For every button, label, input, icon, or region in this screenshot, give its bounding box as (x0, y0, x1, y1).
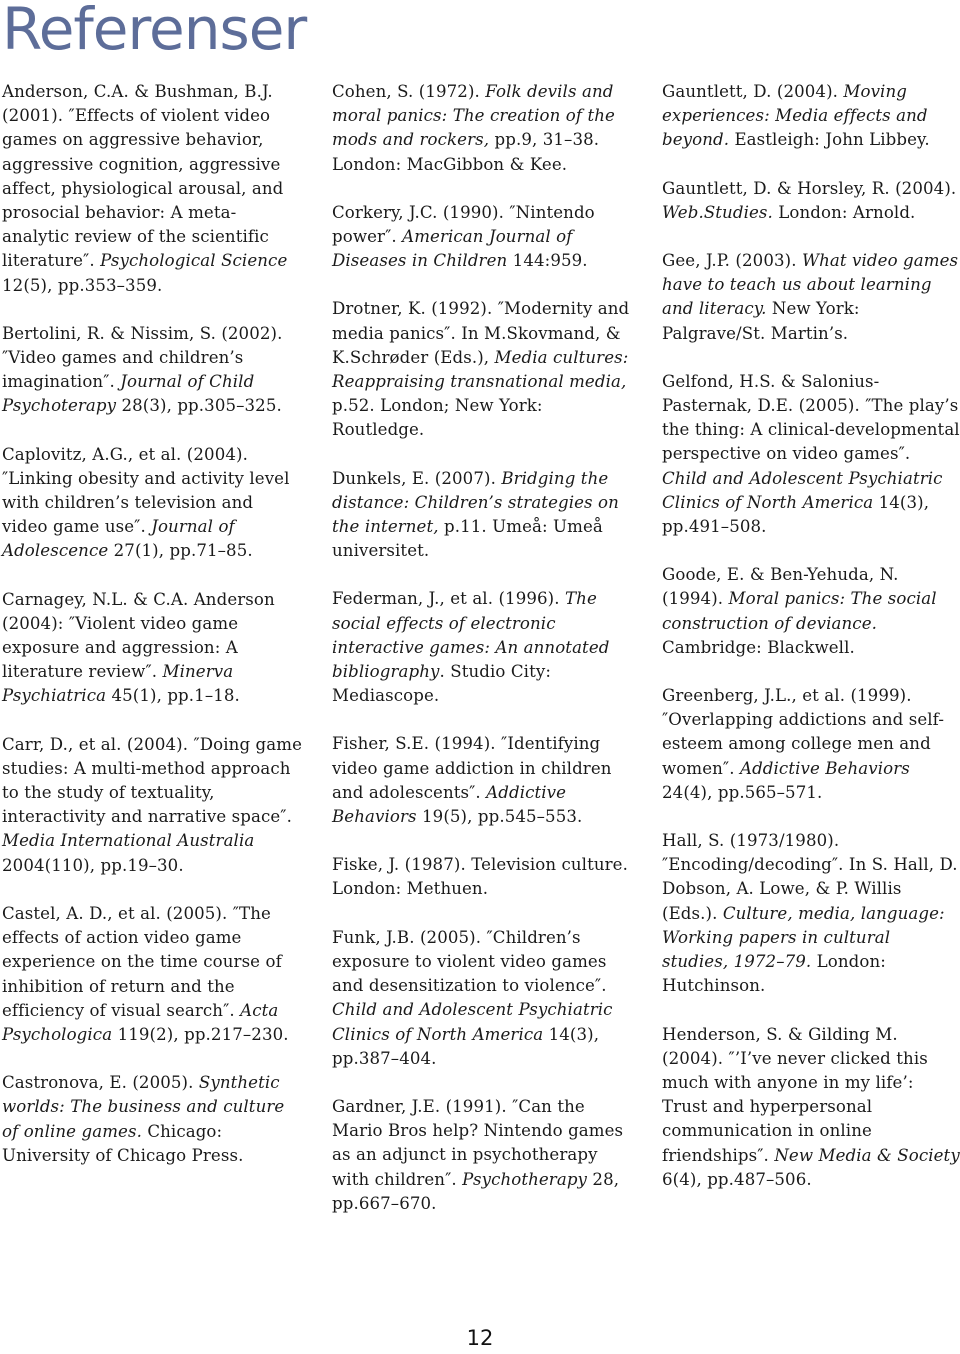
ref-text: Gee, J.P. (2003). (662, 251, 802, 271)
reference-column-3 (662, 80, 960, 1216)
ref-text: 6(4), pp.487–506. (662, 1169, 812, 1189)
reference-entry (2, 588, 302, 709)
ref-source: The social effects of electronic interactive games: An annotated bibliography (332, 589, 610, 682)
ref-text: 119(2), pp.217–230. (112, 1024, 289, 1044)
ref-text: Greenberg, J.L., et al. (1999). ″Overlapping addictions and self-esteem among college men and women″. (662, 686, 945, 778)
reference-entry (662, 80, 960, 153)
ref-text: Fiske, J. (1987). Television culture. London: Methuen. (332, 855, 628, 899)
ref-source: Culture, media, language: Working papers in cultural studies, 1972–79. (662, 903, 945, 972)
ref-text: Anderson, C.A. & Bushman, B.J. (2001). ″Effects of violent video games on aggressive behavior, aggressive cognition, aggressive affect, physiological arousal, and prosocial behavior: A meta-analytic review of the scientific literature″. (2, 82, 284, 271)
ref-source: Minerva Psychiatrica (2, 662, 234, 706)
ref-source: Moving experiences: Media effects and beyond. (662, 82, 928, 150)
ref-text: 45(1), pp.1–18. (106, 686, 240, 706)
ref-text: London: Hutchinson. (662, 952, 886, 996)
ref-text: 19(5), pp.545–553. (416, 807, 583, 827)
ref-text: Drotner, K. (1992). ″Modernity and media panics″. In M.Skovmand, & K.Schrøder (Eds.), (332, 299, 630, 367)
ref-text: London: Arnold. (772, 202, 916, 222)
ref-text: 12(5), pp.353–359. (2, 275, 163, 295)
ref-text: p.52. London; New York: Routledge. (332, 396, 543, 440)
ref-text: . Studio City: Mediascope. (332, 662, 552, 706)
ref-text: Henderson, S. & Gilding M. (2004). ″’I’ve never clicked this much with anyone in my life’: Trust and hyperpersonal communication in online friendships″. (662, 1024, 928, 1165)
ref-source: Child and Adolescent Psychiatric Clinics of North America (332, 1000, 613, 1044)
ref-source: What video games have to teach us about learning and literacy. (662, 251, 959, 319)
page-title: Referenser (2, 0, 307, 63)
ref-source: Child and Adolescent Psychiatric Clinics of North America (662, 468, 943, 512)
reference-entry (662, 177, 960, 225)
ref-text: 2004(110), pp.19–30. (2, 855, 184, 875)
ref-text: Corkery, J.C. (1990). ″Nintendo power″. (332, 202, 595, 247)
ref-text: pp.9, 31–38. London: MacGibbon & Kee. (332, 130, 600, 174)
ref-source: Journal of Adolescence (2, 517, 235, 561)
reference-entry (662, 829, 960, 998)
ref-text: Gelfond, H.S. & Salonius-Pasternak, D.E. (2005). ″The play’s the thing: A clinical-developmental perspective on video games″. (662, 371, 960, 464)
ref-source: Folk devils and moral panics: The creation of the mods and rockers, (332, 82, 615, 150)
ref-source: Media cultures: Reappraising transnational media, (332, 347, 629, 392)
reference-entry (332, 80, 637, 177)
ref-text: Bertolini, R. & Nissim, S. (2002). ″Video games and children’s imagination″. (2, 323, 283, 392)
ref-text: 14(3), pp.491–508. (662, 492, 930, 537)
reference-entry (332, 297, 637, 442)
ref-text: p.11. Umeå: Umeå universitet. (332, 517, 603, 561)
ref-text: Gauntlett, D. & Horsley, R. (2004). (662, 178, 957, 198)
reference-entry (662, 1023, 960, 1192)
ref-text: 24(4), pp.565–571. (662, 782, 823, 802)
ref-text: Castronova, E. (2005). (2, 1073, 199, 1093)
reference-entry (2, 1071, 302, 1168)
reference-column-2 (332, 80, 637, 1240)
ref-text: Castel, A. D., et al. (2005). ″The effects of action video game experience on the time course of inhibition of return and the efficiency of visual search″. (2, 903, 282, 1020)
ref-text: Carr, D., et al. (2004). ″Doing game studies: A multi-method approach to the study of textuality, interactivity and narrative space″. (2, 734, 303, 827)
reference-entry (332, 732, 637, 829)
ref-text: New York: Palgrave/St. Martin’s. (662, 299, 860, 343)
ref-text: Eastleigh: John Libbey. (729, 130, 930, 150)
ref-text: 28(3), pp.305–325. (116, 396, 282, 416)
ref-text: 144:959. (507, 251, 588, 271)
reference-entry (332, 587, 637, 708)
reference-entry (662, 563, 960, 660)
ref-source: Psychotherapy (462, 1169, 588, 1189)
ref-text: Gardner, J.E. (1991). ″Can the Mario Bros help? Nintendo games as an adjunct in psychotherapy with children″. (332, 1096, 624, 1189)
reference-entry (662, 370, 960, 539)
ref-text: 14(3), pp.387–404. (332, 1024, 600, 1068)
reference-entry (662, 684, 960, 805)
ref-source: Journal of Child Psychoterapy (2, 372, 255, 416)
reference-entry (2, 80, 302, 298)
ref-text: Funk, J.B. (2005). ″Children’s exposure to violent video games and desensitization to violence″. (332, 927, 607, 996)
ref-source: Media International Australia (2, 831, 255, 851)
ref-text: Carnagey, N.L. & C.A. Anderson (2004): ″Violent video game exposure and aggression: A literature review″. (2, 589, 275, 682)
ref-text: Hall, S. (1973/1980). ″Encoding/decoding″. In S. Hall, D. Dobson, A. Lowe, & P. Willis (Eds.). (662, 831, 958, 923)
ref-source: American Journal of Diseases in Children (332, 227, 573, 271)
reference-entry (332, 201, 637, 274)
ref-text: Fisher, S.E. (1994). ″Identifying video game addiction in children and adolescents″. (332, 734, 612, 802)
ref-text: Goode, E. & Ben-Yehuda, N. (1994). (662, 565, 899, 609)
ref-source: Psychological Science (100, 251, 288, 271)
ref-text: Federman, J., et al. (1996). (332, 589, 565, 609)
reference-entry (332, 1095, 637, 1216)
reference-entry (662, 249, 960, 346)
ref-text: 28, pp.667–670. (332, 1169, 620, 1213)
ref-text: Gauntlett, D. (2004). (662, 82, 844, 101)
reference-entry (2, 733, 302, 878)
ref-text: Chicago: University of Chicago Press. (2, 1121, 244, 1165)
reference-entry (2, 443, 302, 564)
page-number: 12 (466, 1326, 494, 1350)
ref-source: Acta Psychologica (2, 1000, 279, 1044)
ref-source: Web.Studies. (662, 202, 773, 222)
reference-entry (2, 902, 302, 1047)
ref-source: Addictive Behaviors (739, 758, 910, 778)
ref-text: Caplovitz, A.G., et al. (2004). ″Linking obesity and activity level with children’s television and video game use″. (2, 444, 290, 537)
ref-source: Bridging the distance: Children’s strategies on the internet, (332, 468, 619, 537)
reference-entry (332, 467, 637, 564)
reference-entry (332, 853, 637, 901)
ref-source: Addictive Behaviors (332, 782, 567, 827)
ref-text: Cohen, S. (1972). (332, 82, 486, 101)
ref-source: Moral panics: The social construction of deviance. (662, 589, 937, 633)
ref-text: Dunkels, E. (2007). (332, 468, 502, 488)
ref-text: Cambridge: Blackwell. (662, 637, 855, 657)
reference-entry (332, 926, 637, 1071)
reference-column-1 (2, 80, 302, 1192)
ref-text: 27(1), pp.71–85. (108, 541, 253, 561)
ref-source: New Media & Society (774, 1145, 960, 1165)
reference-entry (2, 322, 302, 419)
ref-source: Synthetic worlds: The business and culture of online games. (2, 1073, 285, 1141)
